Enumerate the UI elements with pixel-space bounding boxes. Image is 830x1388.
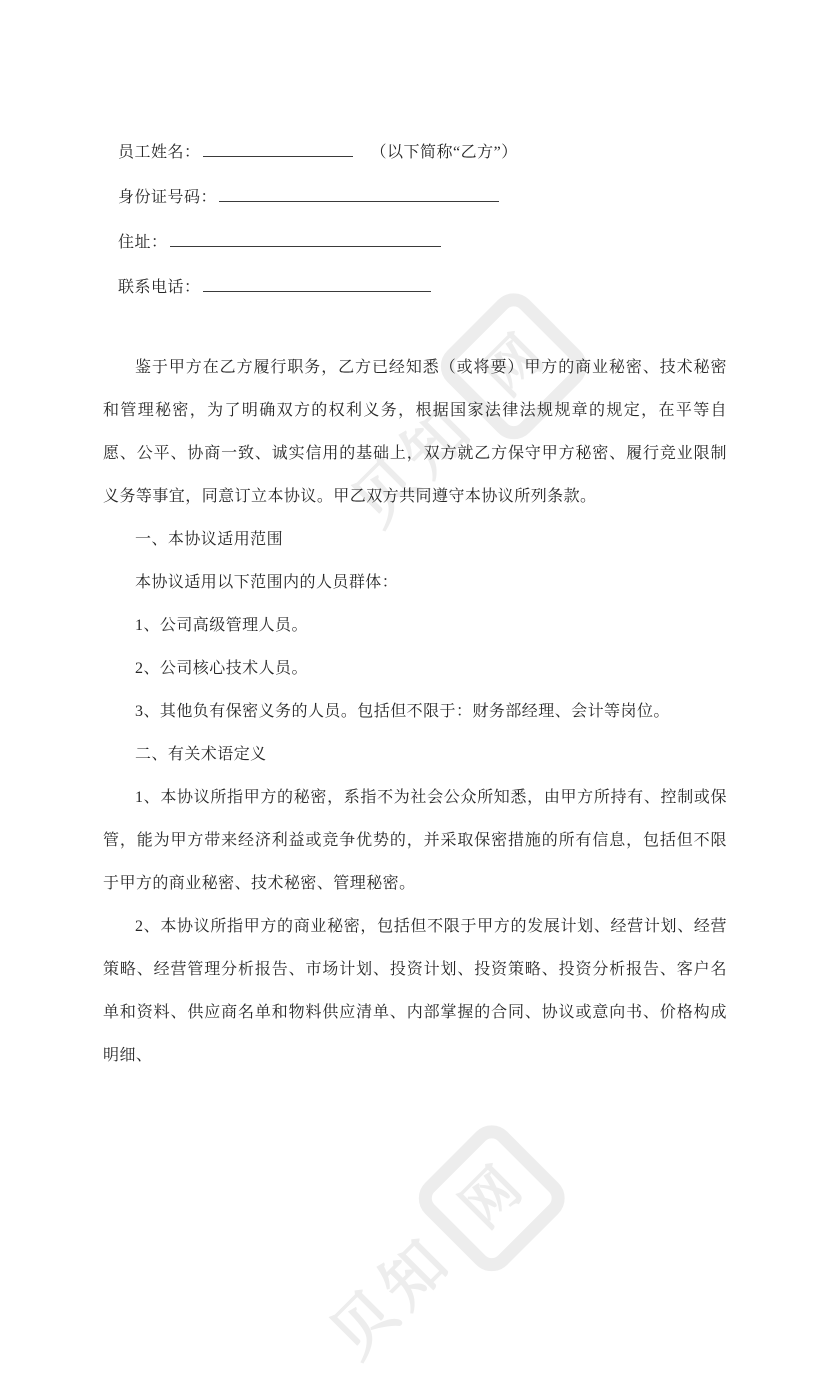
employee-name-blank-line — [203, 136, 353, 157]
watermark-logo-icon — [410, 1116, 574, 1280]
watermark-brand-text: 贝知 — [341, 391, 489, 539]
scope-list-item-2: 2、公司核心技术人员。 — [135, 660, 308, 677]
address-blank-line — [170, 226, 441, 247]
id-number-blank-line — [219, 181, 499, 202]
form-field-phone — [118, 265, 738, 310]
form-field-id-number — [118, 175, 738, 220]
term-definition-1: 1、本协议所指甲方的秘密，系指不为社会公众所知悉，由甲方所持有、控制或保管，能为甲方带来经济利益或竞争优势的，并采取保密措施的所有信息，包括但不限于甲方的商业秘密、技术秘密、管理秘密。 — [103, 789, 727, 892]
term-definition-2: 2、本协议所指甲方的商业秘密，包括但不限于甲方的发展计划、经营计划、经营策略、经营管理分析报告、市场计划、投资计划、投资策略、投资分析报告、客户名单和资料、供应商名单和物料供应清单、内部掌握的合同、协议或意向书、价格构成明细、 — [103, 918, 727, 1064]
section-2-heading: 二、有关术语定义 — [135, 746, 267, 763]
paragraph-preamble: 鉴于甲方在乙方履行职务，乙方已经知悉（或将要）甲方的商业秘密、技术秘密和管理秘密，为了明确双方的权利义务，根据国家法律法规规章的规定，在平等自愿、公平、协商一致、诚实信用的基础上，双方就乙方保守甲方秘密、履行竞业限制义务等事宜，同意订立本协议。甲乙双方共同遵守本协议所列条款。 — [103, 359, 727, 505]
party-info-section — [118, 130, 738, 310]
form-field-address — [118, 220, 738, 265]
phone-label: 联系电话： — [118, 279, 201, 296]
watermark-bottom — [302, 1116, 574, 1388]
watermark-brand-text: 贝知 — [319, 1223, 467, 1371]
watermark-logo-glyph: 网 — [472, 324, 556, 408]
agreement-body — [103, 346, 727, 1077]
employee-name-label: 员工姓名： — [118, 144, 201, 161]
scope-list-item-3: 3、其他负有保密义务的人员。包括但不限于：财务部经理、会计等岗位。 — [135, 703, 670, 720]
section-1-intro: 本协议适用以下范围内的人员群体： — [135, 574, 399, 591]
section-1-heading: 一、本协议适用范围 — [135, 531, 284, 548]
party-b-abbreviation-note: （以下简称“乙方”） — [370, 144, 518, 161]
form-field-employee-name — [118, 130, 738, 175]
watermark-logo-glyph: 网 — [450, 1156, 534, 1240]
id-number-label: 身份证号码： — [118, 189, 218, 206]
scope-list-item-1: 1、公司高级管理人员。 — [135, 617, 308, 634]
address-label: 住址： — [118, 234, 168, 251]
phone-blank-line — [203, 271, 431, 292]
